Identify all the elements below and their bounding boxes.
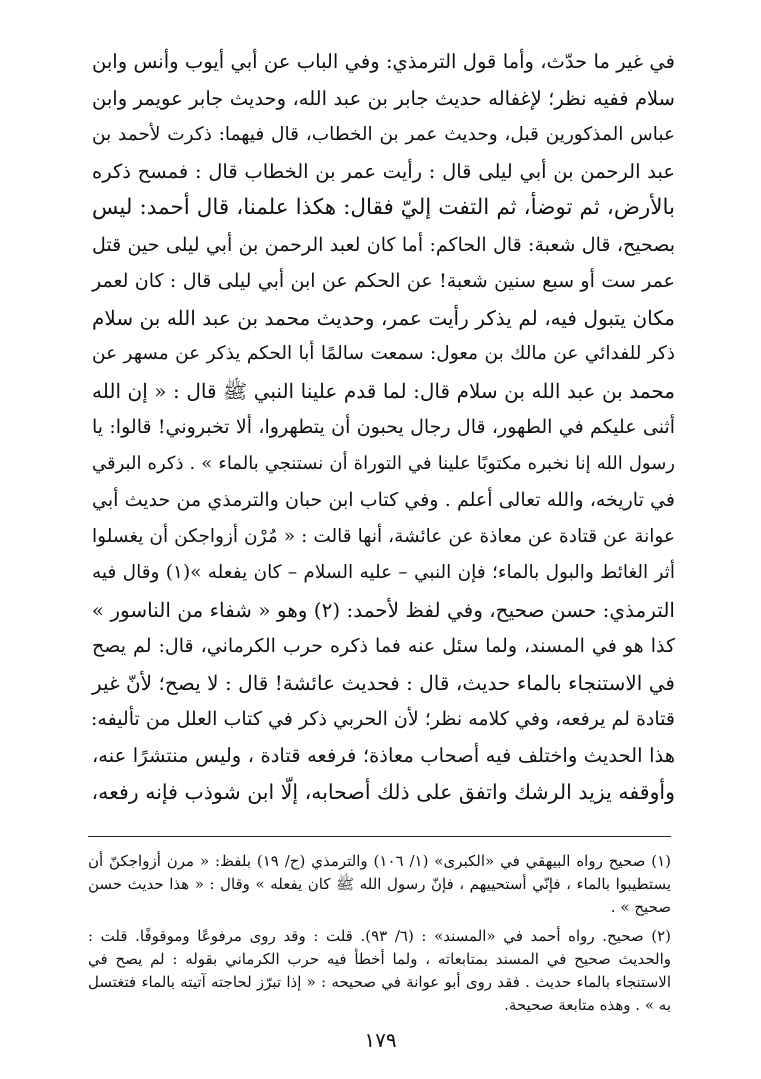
text-line: عوانة عن قتادة عن معاذة عن عائشة، أنها قالت : « مُرْن أزواجكن أن يغسلوا	[92, 525, 675, 547]
text-line: في غير ما حدّث، وأما قول الترمذي: وفي الباب عن أبي أيوب وأنس وابن	[92, 50, 675, 73]
page-number: ١٧٩	[364, 1028, 397, 1052]
footnote-2: (٢) صحيح. رواه أحمد في «المسند» : (٦/ ٩٣). قلت : وقد روى مرفوعًا وموقوفًا. قلت : والحديث صحيح في المسند بمتابعاته ، ولما أخطأ فيه حرب الكرماني بقوله : لم يصح في الاستنجاء بالماء حديث . فقد روى أبو عوانة في صحيحه : « إذا تبرّز لحاجته آتيته بالماء فتغتسل به » . وهذه متابعة صحيحة.	[88, 927, 672, 1014]
text-line: رسول الله إنا نخبره مكتوبًا علينا في التوراة أن نستنجي بالماء » . ذكره البرقي	[92, 452, 675, 474]
text-line: قتادة لم يرفعه، وفي كلامه نظر؛ لأن الحربي ذكر في كتاب العلل من تأليفه:	[91, 708, 675, 730]
text-line: وأوقفه يزيد الرشك واتفق على ذلك أصحابه، إلّا ابن شوذب فإنه رفعه،	[91, 780, 675, 804]
text-line: أثر الغائط والبول بالماء؛ فإن النبي – عليه السلام – كان يفعله »(١) وقال فيه	[92, 562, 675, 583]
footnotes	[88, 850, 671, 1023]
main-text	[92, 44, 675, 811]
text-line: مكان يتبول فيه، لم يذكر رأيت عمر، وحديث محمد بن عبد الله بن سلام	[92, 305, 675, 330]
footnote-divider	[88, 836, 671, 837]
text-line: بصحيح، قال شعبة: قال الحاكم: أما كان لعبد الرحمن بن أبي ليلى حين قتل	[92, 233, 675, 256]
text-line: الترمذي: حسن صحيح، وفي لفظ لأحمد: (٢) وهو « شفاء من الناسور »	[91, 597, 675, 622]
text-line: بالأرض، ثم توضأ، ثم التفت إليّ فقال: هكذا علمنا، قال أحمد: ليس	[92, 195, 675, 220]
text-line: كذا هو في المسند، ولما سئل عنه فما ذكره حرب الكرماني، قال: لم يصح	[92, 635, 675, 657]
text-line: عبد الرحمن بن أبي ليلى قال : رأيت عمر بن الخطاب قال : فمسح ذكره	[92, 159, 675, 183]
text-line: عمر ست أو سبع سنين شعبة! عن الحكم عن ابن أبي ليلى قال : كان لعمر	[92, 270, 675, 292]
text-line: عباس المذكورين قبل، وحديث عمر بن الخطاب، قال فيهما: ذكرت لأحمد بن	[92, 124, 675, 145]
footnote-1: (١) صحيح رواه البيهقي في «الكبرى» (١/ ١٠٦) والترمذي (ح/ ١٩) بلفظ: « مرن أزواجكنّ أن يستطيبوا بالماء ، فإنّي أستحييهم ، فإنّ رسول الله ﷺ كان يفعله » وقال : « هذا حديث حسن صحيح » .	[88, 852, 671, 916]
text-line: هذا الحديث واختلف فيه أصحاب معاذة؛ فرفعه قتادة ، وليس منتشرًا عنه،	[92, 743, 675, 767]
text-line: في الاستنجاء بالماء حديث، قال : فحديث عائشة! قال : لا يصح؛ لأنّ غير	[92, 670, 675, 695]
text-line: سلام ففيه نظر؛ لإغفاله حديث جابر بن عبد الله، وحديث جابر عويمر وابن	[92, 86, 675, 110]
text-line: في تاريخه، والله تعالى أعلم . وفي كتاب ابن حبان والترمذي من حديث أبي	[92, 489, 675, 511]
text-line: محمد بن عبد الله بن سلام قال: لما قدم علينا النبي ﷺ قال : « إن الله	[92, 378, 675, 403]
text-line: أثنى عليكم في الطهور، قال رجال يحبون أن يتطهروا، ألا تخبروني! قالوا: يا	[92, 416, 675, 438]
text-line: ذكر للفدائي عن مالك بن معول: سمعت سالمًا أبا الحكم يذكر عن مسهر عن	[92, 343, 675, 364]
